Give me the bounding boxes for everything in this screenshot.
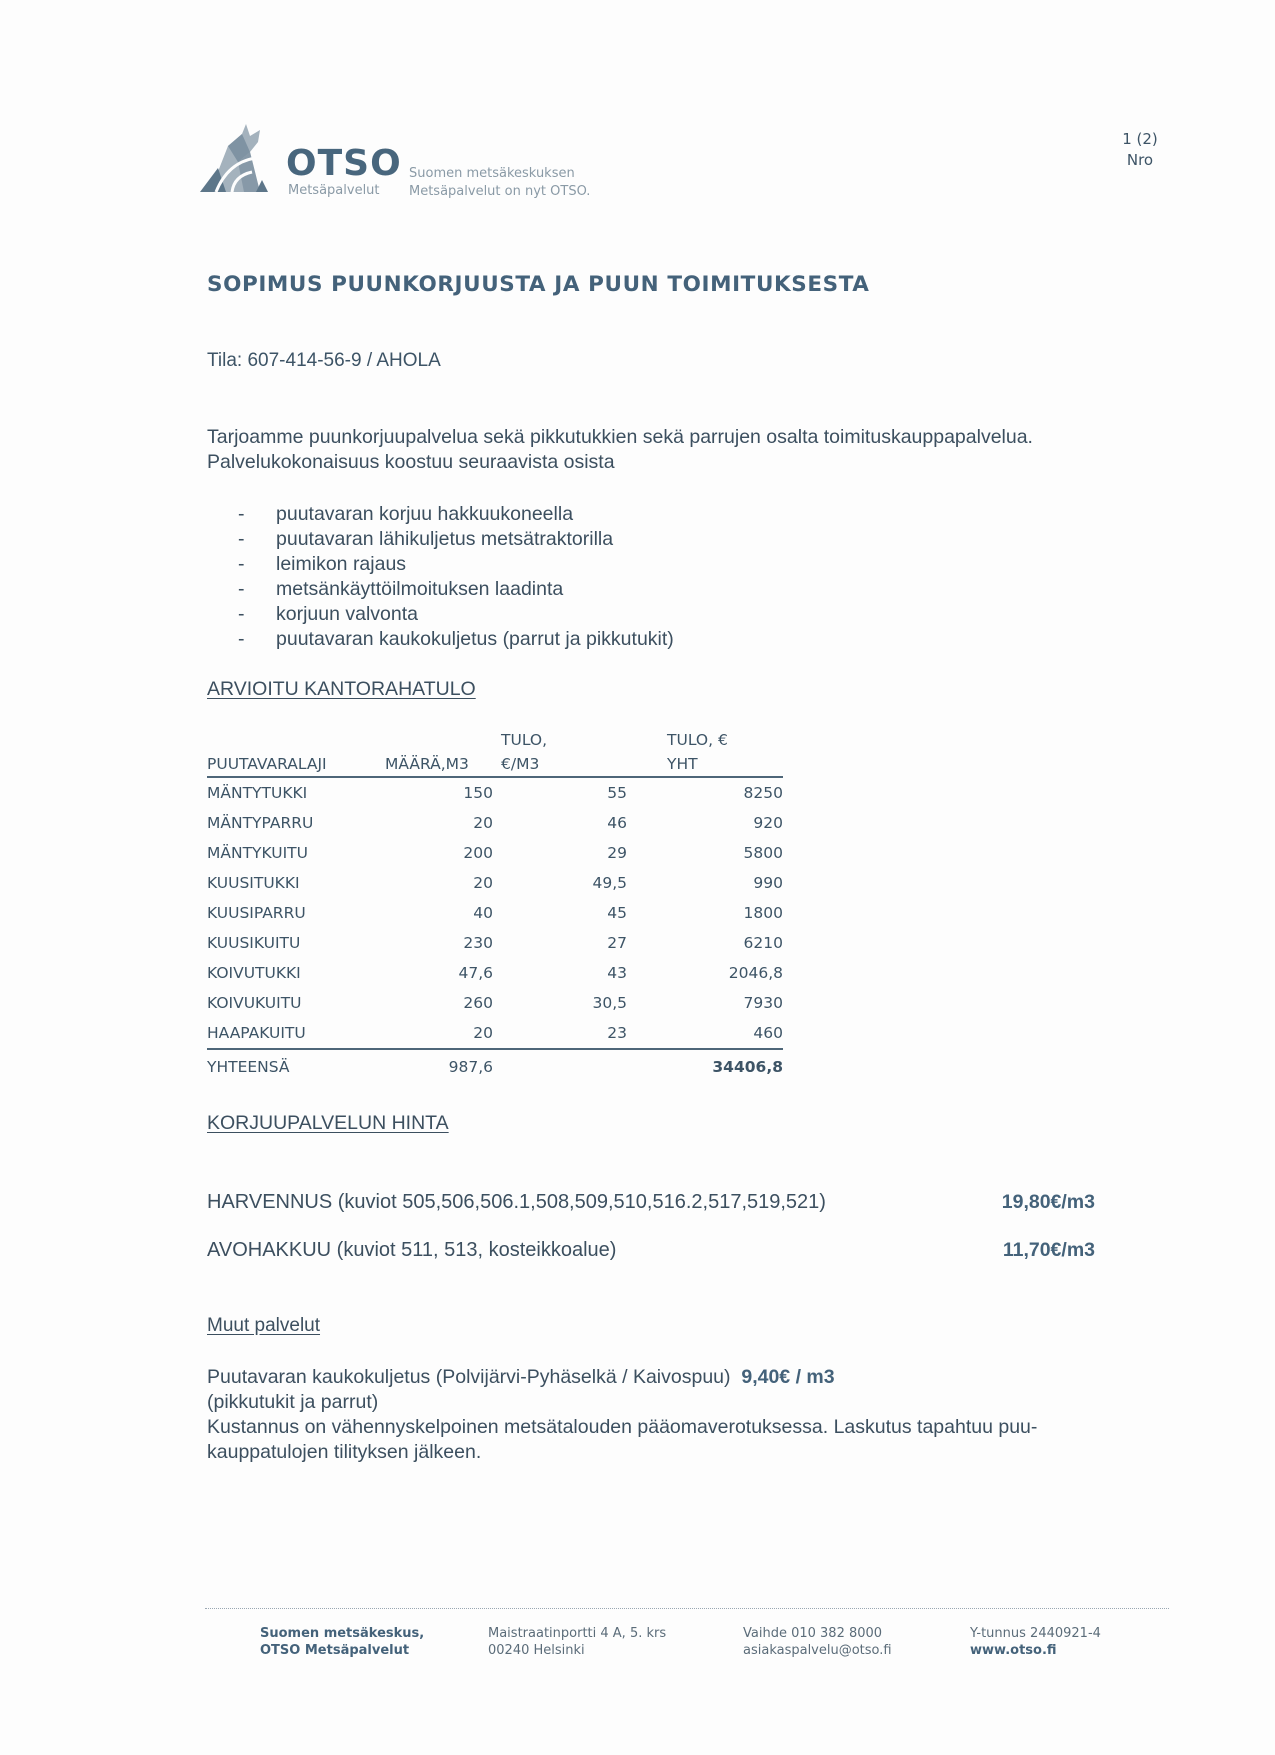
cell-total: 8250 — [743, 784, 783, 802]
clearcut-price: 11,70€/m3 — [1002, 1239, 1095, 1261]
cell-price: 45 — [607, 904, 627, 922]
transport-price: 9,40€ / m3 — [741, 1366, 835, 1388]
table-row — [207, 928, 783, 958]
footer-website: www.otso.fi — [970, 1643, 1057, 1658]
estate-identifier: Tila: 607-414-56-9 / AHOLA — [207, 350, 441, 371]
table-row — [207, 1018, 783, 1049]
cell-volume: 20 — [377, 1018, 493, 1049]
list-item-text: korjuun valvonta — [276, 603, 419, 625]
table-header-row — [207, 752, 783, 777]
list-item — [238, 602, 674, 627]
table-row — [207, 898, 783, 928]
list-item-text: puutavaran kaukokuljetus (parrut ja pikkutukit) — [276, 628, 674, 650]
table-row — [207, 838, 783, 868]
cell-total: 990 — [753, 874, 783, 892]
header-volume: MÄÄRÄ,M3 — [377, 752, 493, 777]
dash-bullet: - — [238, 553, 245, 575]
list-item-text: metsänkäyttöilmoituksen laadinta — [276, 578, 564, 600]
cell-total: 920 — [753, 814, 783, 832]
table-total-row — [207, 1049, 783, 1084]
footer-address-line-1: Maistraatinportti 4 A, 5. krs — [488, 1626, 667, 1641]
page-number: 1 (2) — [1122, 130, 1158, 148]
service-list — [238, 502, 674, 652]
revenue-table — [207, 728, 783, 1084]
intro-line-1: Tarjoamme puunkorjuupalvelua sekä pikkutukkien sekä parrujen osalta toimituskauppapalvelua. — [207, 426, 1033, 448]
intro-paragraph — [207, 425, 1167, 475]
header-top-total: TULO, € — [667, 731, 728, 749]
cell-volume: 150 — [463, 784, 493, 802]
cell-type: KUUSIPARRU — [207, 904, 306, 922]
dash-bullet: - — [238, 503, 245, 525]
harvest-price-clearcut — [207, 1238, 1095, 1263]
cell-price: 49,5 — [592, 874, 627, 892]
list-item — [238, 527, 674, 552]
cell-type: KUUSIKUITU — [207, 934, 301, 952]
cell-total: 6210 — [743, 934, 783, 952]
cell-price: 30,5 — [592, 994, 627, 1012]
total-price — [493, 1049, 627, 1084]
thinning-price: 19,80€/m3 — [1001, 1191, 1095, 1213]
footer-divider — [205, 1608, 1169, 1609]
harvest-price-heading: KORJUUPALVELUN HINTA — [207, 1112, 449, 1134]
total-label: YHTEENSÄ — [207, 1058, 290, 1076]
cell-type: MÄNTYPARRU — [207, 814, 314, 832]
cell-volume: 200 — [463, 844, 493, 862]
list-item — [238, 577, 674, 602]
tagline-line-1: Suomen metsäkeskuksen — [409, 166, 575, 181]
cell-volume: 20 — [473, 814, 493, 832]
cell-total: 2046,8 — [728, 964, 783, 982]
dash-bullet: - — [238, 628, 245, 650]
dash-bullet: - — [238, 528, 245, 550]
footer-business-id: Y-tunnus 2440921-4 — [970, 1626, 1101, 1641]
table-row — [207, 988, 783, 1018]
cell-volume: 230 — [463, 934, 493, 952]
footer-organization — [260, 1625, 424, 1659]
clearcut-label: AVOHAKKUU (kuviot 511, 513, kosteikkoalue) — [207, 1239, 617, 1261]
list-item — [238, 627, 674, 652]
cell-volume: 40 — [473, 904, 493, 922]
harvest-price-thinning — [207, 1190, 1095, 1215]
cell-price: 23 — [493, 1018, 627, 1049]
logo-wordmark: OTSO — [286, 143, 402, 184]
footer-phone: Vaihde 010 382 8000 — [743, 1626, 883, 1641]
cell-price: 27 — [607, 934, 627, 952]
list-item — [238, 502, 674, 527]
transport-label: Puutavaran kaukokuljetus (Polvijärvi-Pyhäselkä / Kaivospuu) — [207, 1366, 731, 1388]
thinning-label: HARVENNUS (kuviot 505,506,506.1,508,509,510,516.2,517,519,521) — [207, 1191, 826, 1213]
header-total: YHT — [627, 752, 783, 777]
cell-volume: 20 — [473, 874, 493, 892]
footer-address — [488, 1625, 666, 1659]
transport-note: (pikkutukit ja parrut) — [207, 1391, 379, 1413]
tagline-line-2: Metsäpalvelut on nyt OTSO. — [409, 184, 591, 199]
header-top-price: TULO, — [501, 731, 548, 749]
cell-total: 1800 — [743, 904, 783, 922]
list-item-text: puutavaran lähikuljetus metsätraktorilla — [276, 528, 614, 550]
list-item-text: leimikon rajaus — [276, 553, 407, 575]
table-row — [207, 808, 783, 838]
page-number-block — [1110, 129, 1170, 171]
cell-volume: 47,6 — [458, 964, 493, 982]
footer-email: asiakaspalvelu@otso.fi — [743, 1643, 892, 1658]
list-item — [238, 552, 674, 577]
cell-price: 29 — [607, 844, 627, 862]
tax-line-2: kauppatulojen tilityksen jälkeen. — [207, 1441, 482, 1463]
tax-line-1: Kustannus on vähennyskelpoinen metsätalouden pääomaverotuksessa. Laskutus tapahtuu puu- — [207, 1416, 1038, 1438]
cell-type: KUUSITUKKI — [207, 874, 300, 892]
total-volume: 987,6 — [448, 1058, 493, 1076]
cell-type: KOIVUKUITU — [207, 994, 302, 1012]
cell-price: 46 — [607, 814, 627, 832]
header-type: PUUTAVARALAJI — [207, 752, 377, 777]
table-row — [207, 868, 783, 898]
intro-line-2: Palvelukokonaisuus koostuu seuraavista osista — [207, 451, 615, 473]
dash-bullet: - — [238, 603, 245, 625]
table-row — [207, 958, 783, 988]
other-services-text — [207, 1365, 1167, 1465]
cell-volume: 260 — [463, 994, 493, 1012]
revenue-heading: ARVIOITU KANTORAHATULO — [207, 678, 476, 700]
document-title: SOPIMUS PUUNKORJUUSTA JA PUUN TOIMITUKSESTA — [207, 272, 870, 297]
dash-bullet: - — [238, 578, 245, 600]
cell-total: 460 — [627, 1018, 783, 1049]
header-top-type — [207, 728, 377, 752]
header-top-volume — [377, 728, 493, 752]
footer-org-line-2: OTSO Metsäpalvelut — [260, 1643, 410, 1658]
list-item-text: puutavaran korjuu hakkuukoneella — [276, 503, 574, 525]
bear-logo-icon — [198, 122, 278, 194]
cell-total: 7930 — [743, 994, 783, 1012]
cell-total: 5800 — [743, 844, 783, 862]
footer-org-line-1: Suomen metsäkeskus, — [260, 1626, 425, 1641]
transport-line — [207, 1365, 1167, 1390]
cell-type: KOIVUTUKKI — [207, 964, 301, 982]
logo-subtitle: Metsäpalvelut — [288, 183, 380, 198]
table-header-row-top — [207, 728, 783, 752]
total-revenue: 34406,8 — [712, 1058, 783, 1076]
nro-label: Nro — [1126, 151, 1154, 169]
footer-address-line-2: 00240 Helsinki — [488, 1643, 585, 1658]
cell-price: 43 — [607, 964, 627, 982]
cell-type: MÄNTYTUKKI — [207, 784, 308, 802]
table-row — [207, 777, 783, 808]
header-price: €/M3 — [493, 752, 627, 777]
cell-type: MÄNTYKUITU — [207, 844, 308, 862]
other-services-heading: Muut palvelut — [207, 1315, 321, 1336]
cell-price: 55 — [607, 784, 627, 802]
logo-tagline — [409, 165, 590, 201]
footer-business — [970, 1625, 1101, 1659]
cell-type: HAAPAKUITU — [207, 1018, 377, 1049]
footer-contact — [743, 1625, 892, 1659]
